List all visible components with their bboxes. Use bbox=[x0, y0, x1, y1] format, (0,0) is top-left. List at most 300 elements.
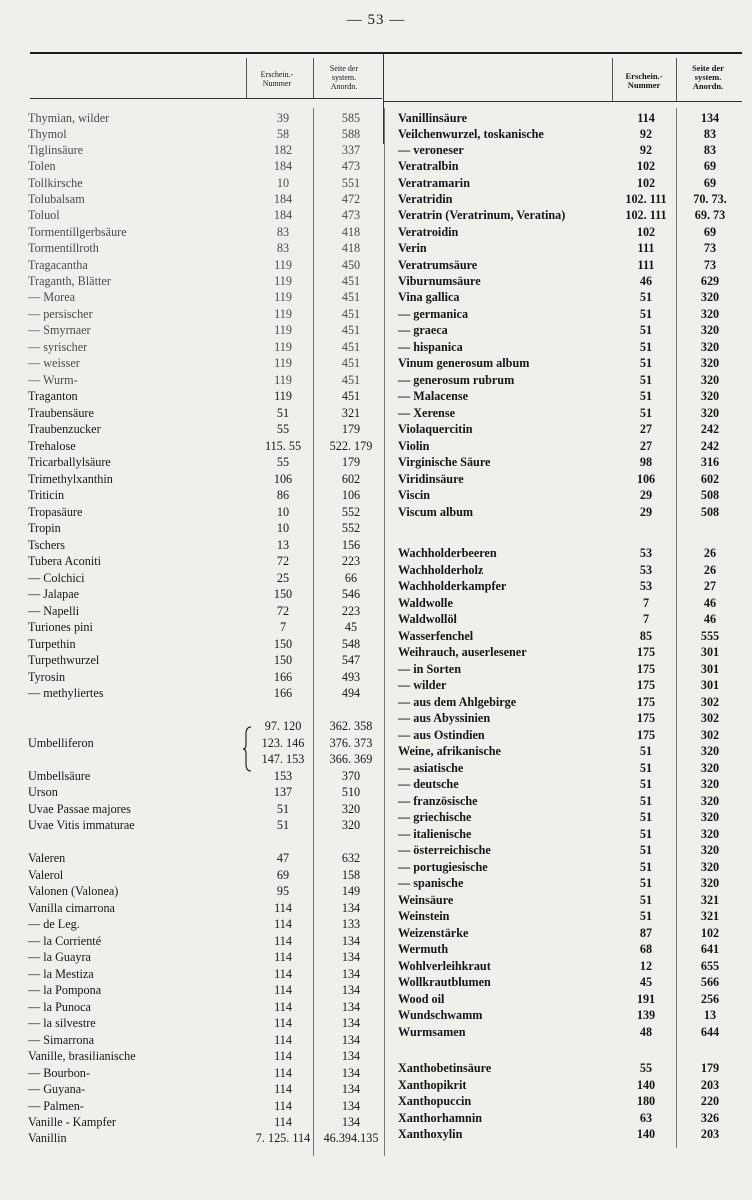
index-row bbox=[398, 273, 744, 289]
index-row bbox=[398, 809, 744, 825]
index-row bbox=[28, 883, 383, 899]
entry-page: 321 bbox=[700, 909, 720, 923]
entry-name: Virginische Säure bbox=[398, 455, 491, 469]
index-row bbox=[398, 240, 744, 256]
index-row bbox=[28, 175, 383, 191]
index-row bbox=[398, 859, 744, 875]
index-row bbox=[398, 339, 744, 355]
index-row bbox=[398, 727, 744, 743]
index-row bbox=[398, 355, 744, 371]
index-row bbox=[28, 273, 383, 289]
entry-number: 102. 111 bbox=[625, 192, 667, 206]
entry-number: 92 bbox=[639, 143, 653, 157]
index-row bbox=[398, 677, 744, 693]
index-row bbox=[398, 224, 744, 240]
entry-name: — aus dem Ahlgebirge bbox=[398, 695, 517, 709]
entry-number: 114 bbox=[274, 1033, 292, 1047]
index-row bbox=[398, 842, 744, 858]
index-row bbox=[28, 1114, 383, 1130]
index-row bbox=[398, 595, 744, 611]
entry-name: Viscin bbox=[398, 488, 431, 502]
entry-name: Turpethin bbox=[28, 637, 76, 651]
entry-page: 508 bbox=[700, 505, 720, 519]
index-row bbox=[28, 487, 383, 503]
entry-page: 134 bbox=[341, 1016, 361, 1030]
entry-name: — graeca bbox=[398, 323, 448, 337]
entry-page: 83 bbox=[703, 143, 717, 157]
index-row bbox=[28, 768, 383, 784]
index-row bbox=[398, 941, 744, 957]
index-row bbox=[28, 949, 383, 965]
entry-number: 51 bbox=[639, 860, 653, 874]
entry-page: 588 bbox=[341, 127, 361, 141]
entry-name: — aus Abyssinien bbox=[398, 711, 491, 725]
entry-number: 102. 111 bbox=[625, 208, 667, 222]
entry-number: 53 bbox=[639, 546, 653, 560]
entry-name: Thymian, wilder bbox=[28, 111, 110, 125]
entry-name: Vanilla cimarrona bbox=[28, 901, 115, 915]
entry-page: 320 bbox=[700, 744, 720, 758]
entry-number: 51 bbox=[639, 406, 653, 420]
entry-page: 134 bbox=[341, 1115, 361, 1129]
entry-number: 175 bbox=[636, 728, 656, 742]
entry-number: 119 bbox=[274, 340, 292, 354]
entry-name: — Bourbon- bbox=[28, 1066, 90, 1080]
entry-name: Tolubalsam bbox=[28, 192, 85, 206]
index-row bbox=[28, 207, 383, 223]
index-row bbox=[28, 471, 383, 487]
index-row bbox=[398, 925, 744, 941]
index-row bbox=[28, 850, 383, 866]
entry-name: — generosum rubrum bbox=[398, 373, 515, 387]
entry-name: — la Pompona bbox=[28, 983, 102, 997]
index-row bbox=[28, 1130, 383, 1146]
entry-page: 320 bbox=[700, 323, 720, 337]
entry-page: 134 bbox=[341, 1033, 361, 1047]
entry-number: 153 bbox=[273, 769, 293, 783]
entry-number: 10 bbox=[276, 521, 290, 535]
entry-name: — weisser bbox=[28, 356, 80, 370]
entry-page: 548 bbox=[341, 637, 361, 651]
entry-page: 134 bbox=[341, 1000, 361, 1014]
entry-number: 119 bbox=[274, 323, 292, 337]
entry-name: — Simarrona bbox=[28, 1033, 95, 1047]
entry-name: Weine, afrikanische bbox=[398, 744, 501, 758]
entry-page: 301 bbox=[700, 645, 720, 659]
entry-name: Weinstein bbox=[398, 909, 450, 923]
entry-name: Tormentillroth bbox=[28, 241, 99, 255]
entry-page: 242 bbox=[700, 422, 720, 436]
entry-page: 66 bbox=[344, 571, 358, 585]
entry-page: 641 bbox=[700, 942, 720, 956]
entry-name: — spanische bbox=[398, 876, 464, 890]
entry-name: Tropasäure bbox=[28, 505, 83, 519]
index-row bbox=[28, 553, 383, 569]
entry-name: Wermuth bbox=[398, 942, 449, 956]
entry-page: 320 bbox=[700, 406, 720, 420]
entry-number: 27 bbox=[639, 422, 653, 436]
index-row bbox=[28, 1015, 383, 1031]
entry-page: 46.394.135 bbox=[323, 1131, 379, 1145]
entry-number: 114 bbox=[274, 1066, 292, 1080]
entry-page: 134 bbox=[341, 967, 361, 981]
entry-number: 29 bbox=[639, 505, 653, 519]
entry-page: 451 bbox=[341, 323, 361, 337]
entry-name: Urson bbox=[28, 785, 58, 799]
entry-page: 134 bbox=[341, 1049, 361, 1063]
entry-number: 85 bbox=[639, 629, 653, 643]
entry-page: 133 bbox=[341, 917, 361, 931]
entry-page: 69 bbox=[703, 159, 717, 173]
entry-number: 166 bbox=[273, 686, 293, 700]
entry-page: 26 bbox=[703, 563, 717, 577]
entry-name: Traganth, Blätter bbox=[28, 274, 111, 288]
entry-page: 320 bbox=[700, 876, 720, 890]
entry-page: 106 bbox=[341, 488, 361, 502]
entry-page: 220 bbox=[700, 1094, 720, 1108]
entry-number: 7 bbox=[279, 620, 287, 634]
entry-name: Vanille, brasilianische bbox=[28, 1049, 136, 1063]
entry-name: Wundschwamm bbox=[398, 1008, 483, 1022]
entry-page: 547 bbox=[341, 653, 361, 667]
index-row bbox=[28, 1048, 383, 1064]
index-row bbox=[398, 892, 744, 908]
entry-name: — Xerense bbox=[398, 406, 455, 420]
entry-page: 316 bbox=[700, 455, 720, 469]
entry-number: 123. 146 bbox=[261, 736, 305, 750]
entry-name: — Guyana- bbox=[28, 1082, 86, 1096]
index-row bbox=[398, 611, 744, 627]
index-row bbox=[28, 405, 383, 421]
entry-page: 320 bbox=[700, 373, 720, 387]
index-row bbox=[398, 471, 744, 487]
index-row bbox=[398, 1060, 744, 1076]
index-row bbox=[28, 586, 383, 602]
entry-number: 7 bbox=[642, 612, 650, 626]
entry-page: 451 bbox=[341, 307, 361, 321]
entry-page: 73 bbox=[703, 241, 717, 255]
entry-name: Triticin bbox=[28, 488, 65, 502]
right-index-column bbox=[398, 0, 744, 1200]
right-header-number-line1: Erschein.- bbox=[625, 71, 663, 81]
entry-name: Turpethwurzel bbox=[28, 653, 100, 667]
entry-name: — griechische bbox=[398, 810, 472, 824]
index-row bbox=[28, 817, 383, 833]
index-row bbox=[28, 603, 383, 619]
entry-page: 602 bbox=[700, 472, 720, 486]
index-row bbox=[398, 545, 744, 561]
entry-page: 320 bbox=[700, 307, 720, 321]
entry-page: 418 bbox=[341, 225, 361, 239]
entry-number: 150 bbox=[273, 653, 293, 667]
entry-page: 320 bbox=[341, 818, 361, 832]
entry-page: 46 bbox=[703, 596, 717, 610]
entry-name: Turiones pini bbox=[28, 620, 93, 634]
entry-number: 51 bbox=[639, 389, 653, 403]
index-row bbox=[28, 504, 383, 520]
entry-name: Uvae Vitis immaturae bbox=[28, 818, 135, 832]
index-row bbox=[28, 388, 383, 404]
entry-name: — Malacense bbox=[398, 389, 469, 403]
index-row bbox=[28, 933, 383, 949]
entry-name: Tyrosin bbox=[28, 670, 66, 684]
entry-name: Traganton bbox=[28, 389, 78, 403]
entry-number: 119 bbox=[274, 290, 292, 304]
index-row bbox=[28, 454, 383, 470]
entry-number: 72 bbox=[276, 604, 290, 618]
index-row bbox=[398, 126, 744, 142]
entry-page: 320 bbox=[700, 340, 720, 354]
index-row bbox=[28, 191, 383, 207]
entry-page: 655 bbox=[700, 959, 720, 973]
entry-name: Wurmsamen bbox=[398, 1025, 466, 1039]
index-row bbox=[28, 537, 383, 553]
entry-name: Tormentillgerbsäure bbox=[28, 225, 127, 239]
entry-number: 102 bbox=[636, 225, 656, 239]
entry-name: Violaquercitin bbox=[398, 422, 473, 436]
index-row bbox=[398, 958, 744, 974]
index-row bbox=[398, 487, 744, 503]
index-row bbox=[398, 793, 744, 809]
entry-page: 473 bbox=[341, 159, 361, 173]
entry-name: Trehalose bbox=[28, 439, 76, 453]
index-row bbox=[28, 1081, 383, 1097]
entry-page: 508 bbox=[700, 488, 720, 502]
entry-page: 27 bbox=[703, 579, 717, 593]
entry-number: 92 bbox=[639, 127, 653, 141]
entry-page: 320 bbox=[700, 860, 720, 874]
entry-page: 320 bbox=[700, 356, 720, 370]
left-header-number-line2: Nummer bbox=[262, 79, 292, 88]
entry-page: 134 bbox=[341, 1082, 361, 1096]
entry-number: 51 bbox=[639, 340, 653, 354]
entry-name: Veratralbin bbox=[398, 159, 459, 173]
entry-number: 175 bbox=[636, 711, 656, 725]
entry-number: 184 bbox=[273, 159, 293, 173]
entry-number: 114 bbox=[274, 1000, 292, 1014]
entry-page: 203 bbox=[700, 1127, 720, 1141]
entry-name: Weizenstärke bbox=[398, 926, 469, 940]
entry-page: 493 bbox=[341, 670, 361, 684]
index-row bbox=[28, 1032, 383, 1048]
entry-name: — aus Ostindien bbox=[398, 728, 485, 742]
entry-page: 510 bbox=[341, 785, 361, 799]
index-row bbox=[28, 289, 383, 305]
entry-number: 58 bbox=[276, 127, 290, 141]
entry-number: 10 bbox=[276, 505, 290, 519]
index-row bbox=[28, 982, 383, 998]
entry-page: 134 bbox=[700, 111, 720, 125]
index-row bbox=[398, 175, 744, 191]
entry-name: — französische bbox=[398, 794, 478, 808]
entry-name: Vanille - Kampfer bbox=[28, 1115, 116, 1129]
entry-page: 223 bbox=[341, 554, 361, 568]
entry-number: 83 bbox=[276, 241, 290, 255]
entry-number: 175 bbox=[636, 678, 656, 692]
index-row bbox=[398, 974, 744, 990]
entry-page: 301 bbox=[700, 662, 720, 676]
left-header-page-line2: system. bbox=[331, 73, 357, 82]
entry-number: 39 bbox=[276, 111, 290, 125]
entry-page: 376. 373 bbox=[329, 736, 373, 750]
index-row bbox=[28, 110, 383, 126]
entry-page: 320 bbox=[700, 389, 720, 403]
entry-number: 83 bbox=[276, 225, 290, 239]
entry-number: 95 bbox=[276, 884, 290, 898]
entry-name: — syrischer bbox=[28, 340, 88, 354]
entry-number: 166 bbox=[273, 670, 293, 684]
entry-name: Vina gallica bbox=[398, 290, 460, 304]
entry-number: 7 bbox=[642, 596, 650, 610]
entry-number: 55 bbox=[276, 422, 290, 436]
entry-name: Veratrin (Veratrinum, Veratina) bbox=[398, 208, 566, 222]
entry-number: 114 bbox=[274, 1016, 292, 1030]
index-row bbox=[398, 743, 744, 759]
entry-page: 203 bbox=[700, 1078, 720, 1092]
entry-name: Valonen (Valonea) bbox=[28, 884, 119, 898]
entry-number: 150 bbox=[273, 587, 293, 601]
entry-name: Violin bbox=[398, 439, 430, 453]
entry-number: 119 bbox=[274, 356, 292, 370]
entry-number: 51 bbox=[639, 843, 653, 857]
entry-page: 451 bbox=[341, 290, 361, 304]
entry-number: 98 bbox=[639, 455, 653, 469]
entry-page: 302 bbox=[700, 711, 720, 725]
entry-name: — portugiesische bbox=[398, 860, 488, 874]
entry-number: 51 bbox=[639, 893, 653, 907]
entry-number: 10 bbox=[276, 176, 290, 190]
entry-page: 451 bbox=[341, 389, 361, 403]
entry-name: Umbellsäure bbox=[28, 769, 91, 783]
entry-page: 69 bbox=[703, 225, 717, 239]
index-row bbox=[398, 908, 744, 924]
entry-number: 47 bbox=[276, 851, 290, 865]
entry-name: — veroneser bbox=[398, 143, 464, 157]
entry-number: 97. 120 bbox=[264, 719, 302, 733]
entry-page: 321 bbox=[700, 893, 720, 907]
entry-page: 13 bbox=[703, 1008, 717, 1022]
entry-page: 320 bbox=[700, 827, 720, 841]
entry-page: 450 bbox=[341, 258, 361, 272]
entry-name: Veilchenwurzel, toskanische bbox=[398, 127, 544, 141]
entry-number: 184 bbox=[273, 192, 293, 206]
entry-name: — Jalapae bbox=[28, 587, 80, 601]
entry-name: Traubenzucker bbox=[28, 422, 101, 436]
left-header-page-line3: Anordn. bbox=[330, 82, 358, 91]
index-row bbox=[28, 126, 383, 142]
entry-page: 320 bbox=[700, 794, 720, 808]
entry-name: Wachholderkampfer bbox=[398, 579, 507, 593]
entry-number: 27 bbox=[639, 439, 653, 453]
entry-name: Tragacantha bbox=[28, 258, 88, 272]
entry-page: 158 bbox=[341, 868, 361, 882]
entry-number: 119 bbox=[274, 274, 292, 288]
index-row bbox=[28, 158, 383, 174]
entry-name: Wasserfenchel bbox=[398, 629, 474, 643]
entry-page: 585 bbox=[341, 111, 361, 125]
entry-name: — deutsche bbox=[398, 777, 459, 791]
entry-number: 184 bbox=[273, 208, 293, 222]
entry-number: 114 bbox=[274, 1082, 292, 1096]
entry-page: 26 bbox=[703, 546, 717, 560]
index-row bbox=[398, 322, 744, 338]
entry-page: 418 bbox=[341, 241, 361, 255]
entry-name: — hispanica bbox=[398, 340, 463, 354]
entry-page: 602 bbox=[341, 472, 361, 486]
entry-number: 106 bbox=[273, 472, 293, 486]
entry-name: Wood oil bbox=[398, 992, 445, 1006]
entry-number: 51 bbox=[639, 373, 653, 387]
entry-page: 522. 179 bbox=[329, 439, 373, 453]
entry-page: 46 bbox=[703, 612, 717, 626]
entry-page: 451 bbox=[341, 274, 361, 288]
entry-number: 53 bbox=[639, 563, 653, 577]
entry-name: — la Punoca bbox=[28, 1000, 91, 1014]
index-row bbox=[28, 339, 383, 355]
entry-page: 256 bbox=[700, 992, 720, 1006]
index-row bbox=[398, 438, 744, 454]
index-row bbox=[28, 636, 383, 652]
entry-number: 140 bbox=[636, 1078, 656, 1092]
entry-name: Toluol bbox=[28, 208, 60, 222]
index-row bbox=[398, 142, 744, 158]
index-row bbox=[28, 801, 383, 817]
entry-page: 473 bbox=[341, 208, 361, 222]
index-row bbox=[398, 694, 744, 710]
index-row bbox=[28, 421, 383, 437]
page-number: — 53 — bbox=[346, 12, 406, 28]
entry-number: 12 bbox=[639, 959, 653, 973]
entry-name: Valerol bbox=[28, 868, 64, 882]
index-row bbox=[28, 735, 383, 751]
entry-page: 179 bbox=[341, 422, 361, 436]
entry-number: 119 bbox=[274, 389, 292, 403]
entry-name: — wilder bbox=[398, 678, 447, 692]
index-row bbox=[398, 372, 744, 388]
entry-name: — italienische bbox=[398, 827, 472, 841]
entry-number: 51 bbox=[276, 406, 290, 420]
entry-number: 111 bbox=[637, 258, 655, 272]
entry-name: Tiglinsäure bbox=[28, 143, 84, 157]
entry-page: 551 bbox=[341, 176, 361, 190]
index-row bbox=[398, 110, 744, 126]
entry-number: 119 bbox=[274, 373, 292, 387]
entry-name: — de Leg. bbox=[28, 917, 80, 931]
entry-number: 182 bbox=[273, 143, 293, 157]
index-row bbox=[398, 1126, 744, 1142]
entry-name: Xanthopuccin bbox=[398, 1094, 472, 1108]
entry-page: 320 bbox=[700, 761, 720, 775]
entry-page: 320 bbox=[700, 777, 720, 791]
entry-page: 134 bbox=[341, 950, 361, 964]
index-row bbox=[28, 784, 383, 800]
entry-number: 114 bbox=[274, 901, 292, 915]
entry-page: 302 bbox=[700, 695, 720, 709]
entry-name: — in Sorten bbox=[398, 662, 461, 676]
index-row bbox=[28, 966, 383, 982]
entry-page: 552 bbox=[341, 521, 361, 535]
entry-name: Waldwollöl bbox=[398, 612, 457, 626]
entry-number: 7. 125. 114 bbox=[255, 1131, 311, 1145]
index-row bbox=[28, 619, 383, 635]
entry-page: 69. 73 bbox=[694, 208, 726, 222]
entry-number: 29 bbox=[639, 488, 653, 502]
entry-page: 451 bbox=[341, 356, 361, 370]
entry-name: Veratridin bbox=[398, 192, 453, 206]
entry-number: 51 bbox=[276, 802, 290, 816]
entry-page: 451 bbox=[341, 373, 361, 387]
entry-name: Wachholderbeeren bbox=[398, 546, 497, 560]
